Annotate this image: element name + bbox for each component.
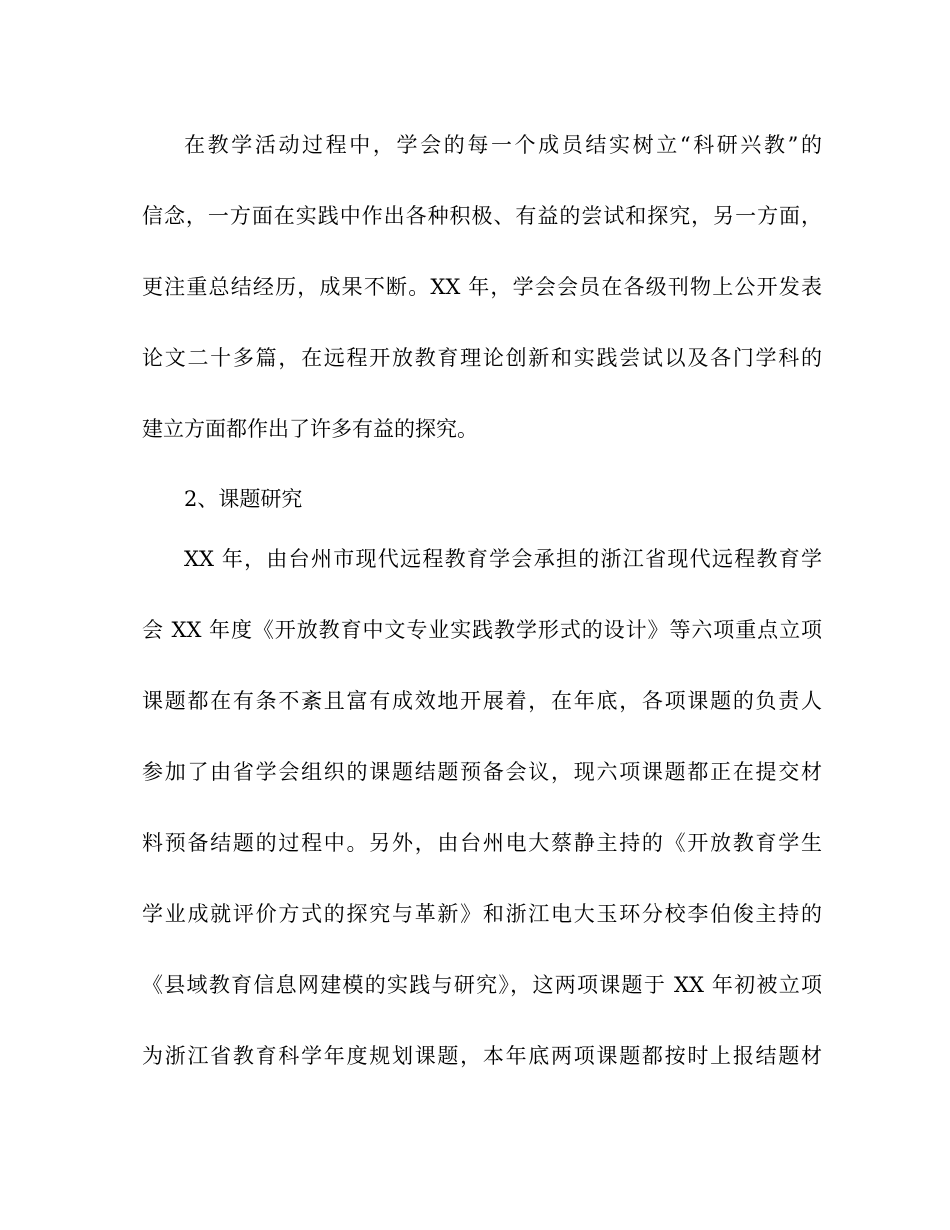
paragraph-1-line-2: 信念，一方面在实践中作出各种积极、有益的尝试和探究，另一方面， [142, 204, 822, 228]
paragraph-2-line-5: 料预备结题的过程中。另外，由台州电大蔡静主持的《开放教育学生 [142, 831, 822, 855]
paragraph-1-line-1: 在教学活动过程中，学会的每一个成员结实树立“科研兴教”的 [184, 133, 822, 157]
paragraph-2-line-4: 参加了由省学会组织的课题结题预备会议，现六项课题都正在提交材 [142, 760, 822, 784]
paragraph-2-line-8: 为浙江省教育科学年度规划课题，本年底两项课题都按时上报结题材 [142, 1044, 822, 1068]
paragraph-2-line-3: 课题都在有条不紊且富有成效地开展着，在年底，各项课题的负责人 [142, 689, 822, 713]
paragraph-1-line-5: 建立方面都作出了许多有益的探究。 [142, 417, 478, 441]
paragraph-2-line-2: 会 XX 年度《开放教育中文专业实践教学形式的设计》等六项重点立项 [142, 618, 822, 642]
section-heading: 2、课题研究 [184, 487, 303, 511]
paragraph-1-line-4: 论文二十多篇，在远程开放教育理论创新和实践尝试以及各门学科的 [142, 346, 822, 370]
paragraph-1-line-3: 更注重总结经历，成果不断。XX 年，学会会员在各级刊物上公开发表 [142, 275, 822, 299]
paragraph-2-line-6: 学业成就评价方式的探究与革新》和浙江电大玉环分校李伯俊主持的 [142, 902, 822, 926]
paragraph-2-line-7: 《县域教育信息网建模的实践与研究》，这两项课题于 XX 年初被立项 [142, 973, 822, 997]
paragraph-2-line-1: XX 年，由台州市现代远程教育学会承担的浙江省现代远程教育学 [184, 547, 822, 571]
